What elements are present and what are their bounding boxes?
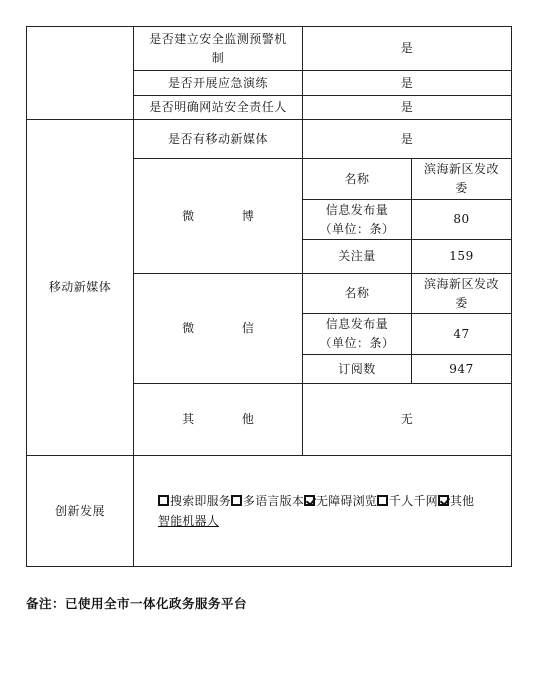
weibo-label: 微 博 [182,208,276,223]
weibo-name-label: 名称 [344,171,370,186]
weibo-follow-label: 关注量 [338,249,376,263]
weibo-posts-value: 80 [453,212,470,226]
weibo-follow-value: 159 [449,249,474,263]
option-other[interactable]: 其他 [438,494,474,508]
weibo-posts-label: 信息发布量（单位：条） [319,202,395,236]
wechat-name-value: 滨海新区发改委 [423,276,499,310]
option-personalized[interactable]: 千人千网 [377,494,438,508]
responsible-label: 是否明确网站安全责任人 [149,100,287,114]
innovation-other-text: 智能机器人 [158,514,220,528]
option-multilingual[interactable]: 多语言版本 [231,494,304,508]
checkbox-checked-icon[interactable] [438,495,449,506]
checkbox-checked-icon[interactable] [304,495,315,506]
other-label: 其 他 [182,412,276,426]
wechat-posts-label: 信息发布量（单位：条） [319,317,395,350]
checkbox-unchecked-icon[interactable] [231,495,242,506]
wechat-name-label: 名称 [344,286,370,300]
innovation-section-label: 创新发展 [54,503,105,518]
drill-value: 是 [400,75,414,90]
mobile-section-label: 移动新媒体 [48,280,112,294]
wechat-label: 微 信 [182,321,276,335]
checkbox-unchecked-icon[interactable] [377,495,388,506]
weibo-name-value: 滨海新区发改委 [423,162,499,195]
other-value: 无 [400,412,414,426]
drill-label: 是否开展应急演练 [167,75,268,90]
footnote: 备注：已使用全市一体化政务服务平台 [26,596,248,611]
wechat-sub-value: 947 [449,361,474,376]
innovation-options [158,491,510,531]
warning-value: 是 [400,41,414,55]
wechat-posts-value: 47 [453,326,470,341]
checkbox-unchecked-icon[interactable] [158,495,169,506]
has-media-label: 是否有移动新媒体 [167,131,268,146]
option-accessibility[interactable]: 无障碍浏览 [304,494,377,508]
wechat-sub-label: 订阅数 [338,361,376,376]
responsible-value: 是 [400,100,414,114]
has-media-value: 是 [400,131,414,146]
option-search-service[interactable]: 搜索即服务 [158,494,231,508]
warning-label: 是否建立安全监测预警机制 [149,31,287,65]
